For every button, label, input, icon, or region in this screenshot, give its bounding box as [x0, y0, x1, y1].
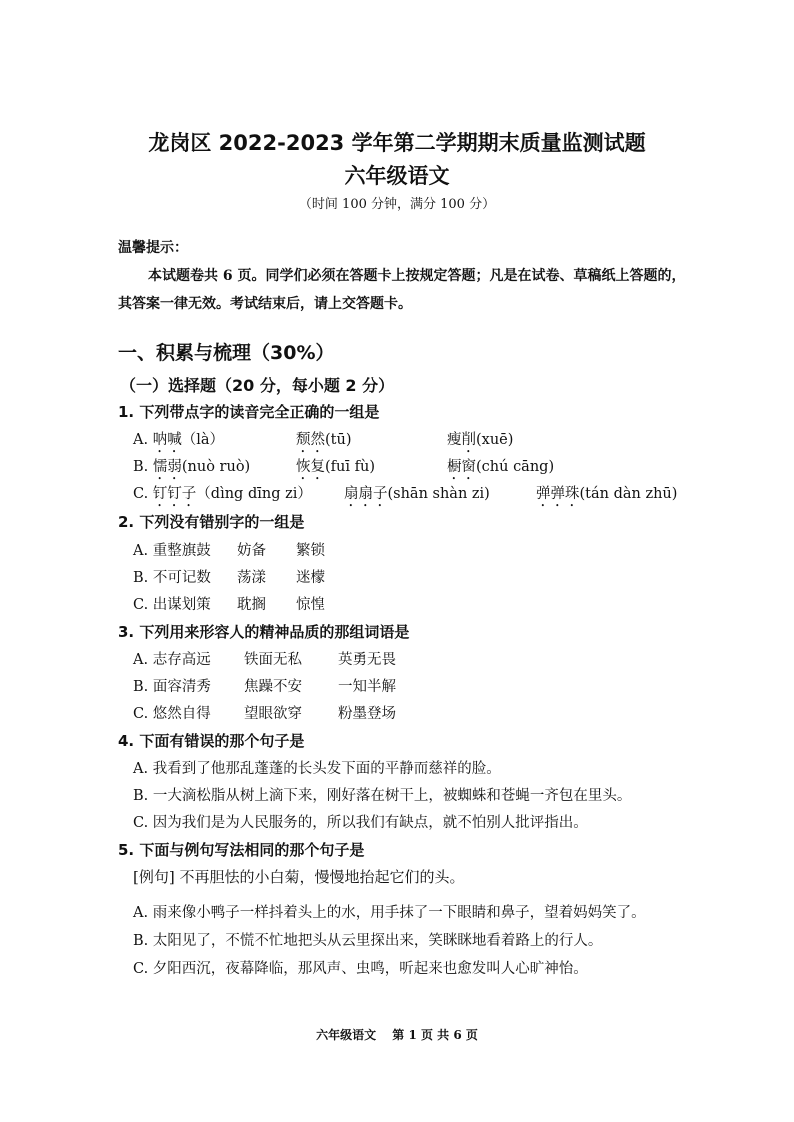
q4-option-b: B. 一大滴松脂从树上滴下来，刚好落在树干上，被蜘蛛和苍蝇一齐包在里头。: [133, 788, 632, 804]
q2-option-a-2: 妨备: [237, 543, 266, 559]
q1-option-b-2: 恢复(fuī fù): [296, 459, 375, 475]
q1-option-c-2: 扇扇子(shān shàn zi): [344, 486, 490, 502]
q5-option-b: B. 太阳见了，不慌不忙地把头从云里探出来，笑眯眯地看着路上的行人。: [133, 933, 603, 949]
q5-option-c: C. 夕阳西沉，夜幕降临，那风声、虫鸣，听起来也愈发叫人心旷神怡。: [133, 961, 588, 977]
question-4-stem: 4. 下面有错误的那个句子是: [118, 732, 305, 750]
notice-line-1: 本试题卷共 6 页。同学们必须在答题卡上按规定答题；凡是在试卷、草稿纸上答题的，: [148, 268, 686, 284]
question-5-stem: 5. 下面与例句写法相同的那个句子是: [118, 841, 365, 859]
q1-option-a-3: 瘦削(xuē): [447, 432, 514, 448]
q2-option-c-1: C. 出谋划策: [133, 597, 211, 613]
exam-subtitle: 六年级语文: [344, 164, 450, 188]
q2-option-b-2: 荡漾: [237, 570, 266, 586]
q3-option-a-2: 铁面无私: [244, 652, 302, 668]
page-footer: 六年级语文 第 1 页 共 6 页: [316, 1028, 478, 1042]
subsection-choice-title: （一）选择题（20 分，每小题 2 分）: [120, 376, 395, 395]
q3-option-a-1: A. 志存高远: [133, 652, 211, 668]
q3-option-b-1: B. 面容清秀: [133, 679, 211, 695]
q4-option-a: A. 我看到了他那乱蓬蓬的长头发下面的平静而慈祥的脸。: [133, 761, 501, 777]
notice-heading: 温馨提示：: [118, 240, 188, 256]
q3-option-a-3: 英勇无畏: [338, 652, 396, 668]
q4-option-c: C. 因为我们是为人民服务的，所以我们有缺点，就不怕别人批评指出。: [133, 815, 588, 831]
section-1-title: 一、积累与梳理（30%）: [118, 342, 335, 364]
exam-title: 龙岗区 2022-2023 学年第二学期期末质量监测试题: [148, 131, 646, 155]
q2-option-b-1: B. 不可记数: [133, 570, 211, 586]
q2-option-a-1: A. 重整旗鼓: [133, 543, 211, 559]
q1-option-c-1: C. 钉钉子（dìng dīng zi）: [133, 486, 312, 502]
exam-time-note: （时间 100 分钟，满分 100 分）: [298, 197, 496, 212]
q2-option-c-3: 惊惶: [296, 597, 325, 613]
question-1-stem: 1. 下列带点字的读音完全正确的一组是: [118, 403, 380, 421]
question-3-stem: 3. 下列用来形容人的精神品质的那组词语是: [118, 623, 410, 641]
q3-option-c-1: C. 悠然自得: [133, 706, 211, 722]
q1-option-b-1: B. 懦弱(nuò ruò): [133, 459, 251, 475]
q5-option-a: A. 雨来像小鸭子一样抖着头上的水，用手抹了一下眼睛和鼻子，望着妈妈笑了。: [133, 905, 646, 921]
notice-line-2: 其答案一律无效。考试结束后，请上交答题卡。: [118, 296, 412, 312]
q2-option-b-3: 迷檬: [296, 570, 325, 586]
q5-example-sentence: [例句] 不再胆怯的小白菊，慢慢地抬起它们的头。: [133, 868, 465, 886]
q1-option-c-3: 弹弹珠(tán dàn zhū): [536, 486, 678, 502]
q2-option-c-2: 耽搁: [237, 597, 266, 613]
q1-option-b-3: 橱窗(chú cāng): [447, 459, 555, 475]
q3-option-c-2: 望眼欲穿: [244, 706, 302, 722]
question-2-stem: 2. 下列没有错别字的一组是: [118, 513, 305, 531]
q2-option-a-3: 繁锁: [296, 543, 325, 559]
q3-option-b-2: 焦躁不安: [244, 679, 302, 695]
q3-option-c-3: 粉墨登场: [338, 706, 396, 722]
q1-option-a-1: A. 呐喊（là）: [133, 432, 224, 448]
q1-option-a-2: 颓然(tū): [296, 432, 352, 448]
q3-option-b-3: 一知半解: [338, 679, 396, 695]
